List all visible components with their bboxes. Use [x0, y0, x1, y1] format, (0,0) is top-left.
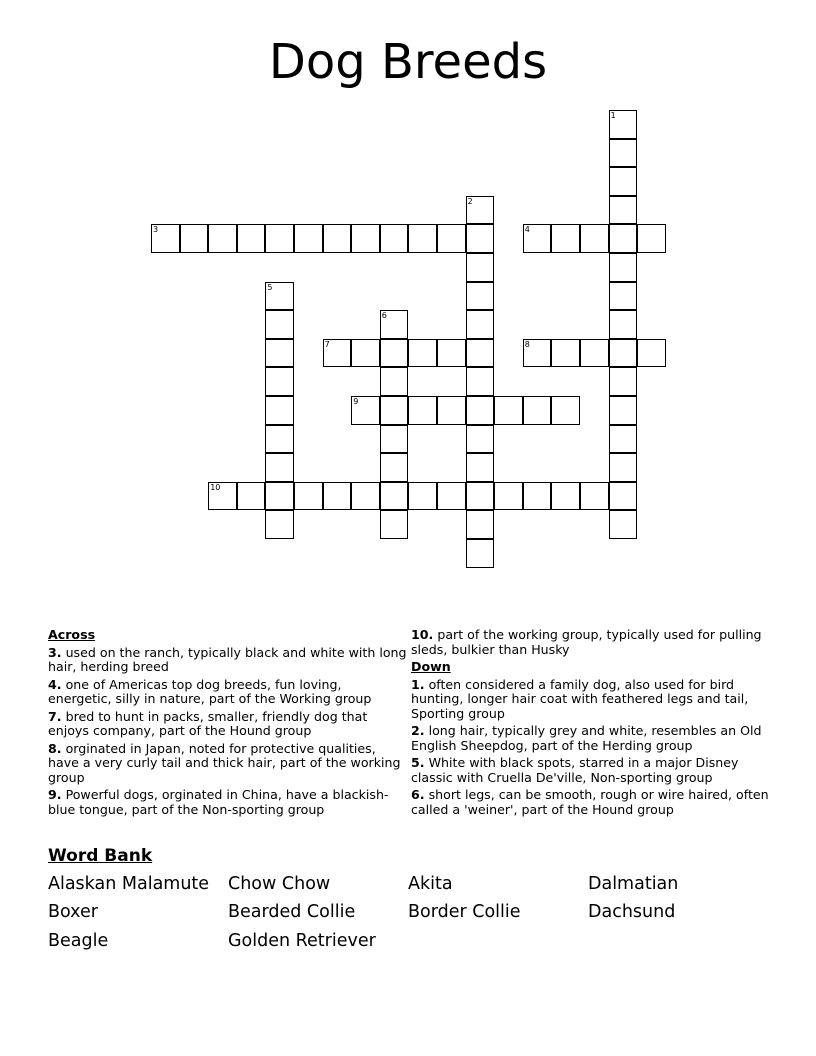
- clues-left-column: [48, 628, 408, 820]
- grid-cell[interactable]: [380, 482, 409, 511]
- cell-number: 5: [267, 282, 273, 292]
- clue-down-1: [411, 678, 781, 722]
- cell-number: 4: [524, 225, 530, 235]
- grid-cell[interactable]: [265, 224, 294, 253]
- grid-cell[interactable]: [380, 425, 409, 454]
- grid-cell[interactable]: [408, 396, 437, 425]
- grid-cell[interactable]: [294, 482, 323, 511]
- clue-across-7: [48, 710, 408, 739]
- grid-cell[interactable]: [523, 396, 552, 425]
- grid-cell[interactable]: [237, 224, 266, 253]
- clue-across-9: [48, 788, 408, 817]
- cell-number: 3: [153, 225, 159, 235]
- page-title: Dog Breeds: [268, 34, 548, 90]
- grid-cell[interactable]: [466, 224, 495, 253]
- grid-cell[interactable]: [609, 396, 638, 425]
- grid-cell[interactable]: [265, 396, 294, 425]
- grid-cell[interactable]: [437, 396, 466, 425]
- grid-cell[interactable]: [323, 224, 352, 253]
- clue-down-2: [411, 724, 781, 753]
- grid-cell[interactable]: [580, 224, 609, 253]
- grid-cell[interactable]: [466, 253, 495, 282]
- grid-cell[interactable]: [609, 339, 638, 368]
- word-bank-item: Golden Retriever: [228, 931, 376, 951]
- cell-number: 1: [610, 111, 616, 120]
- grid-cell[interactable]: [380, 453, 409, 482]
- word-bank-item: Dachsund: [588, 902, 676, 922]
- clue-number: 5.: [411, 755, 425, 770]
- grid-cell[interactable]: [609, 310, 638, 339]
- grid-cell[interactable]: [609, 196, 638, 225]
- clue-number: 2.: [411, 723, 425, 738]
- word-bank-item: Chow Chow: [228, 874, 331, 894]
- grid-cell[interactable]: [523, 482, 552, 511]
- clue-text: orginated in Japan, noted for protective qualities, have a very curly tail and thick hair, part of the working group: [48, 740, 401, 785]
- grid-cell[interactable]: [265, 453, 294, 482]
- grid-cell[interactable]: [466, 367, 495, 396]
- clue-across-10: [411, 628, 781, 657]
- clue-number: 10.: [411, 627, 434, 642]
- grid-cell[interactable]: [237, 482, 266, 511]
- grid-cell[interactable]: [466, 425, 495, 454]
- grid-cell[interactable]: [637, 224, 666, 253]
- grid-cell[interactable]: [265, 310, 294, 339]
- grid-cell[interactable]: [265, 510, 294, 539]
- grid-cell[interactable]: [523, 224, 552, 253]
- clue-across-8: [48, 742, 408, 786]
- across-heading: Across: [48, 627, 96, 642]
- grid-cell[interactable]: [351, 396, 380, 425]
- grid-cell[interactable]: [466, 539, 495, 568]
- clue-number: 3.: [48, 644, 62, 660]
- grid-cell[interactable]: [609, 167, 638, 196]
- grid-cell[interactable]: [494, 396, 523, 425]
- grid-cell[interactable]: [609, 282, 638, 311]
- grid-cell[interactable]: [437, 224, 466, 253]
- clue-text: used on the ranch, typically black and white with long hair, herding breed: [48, 644, 407, 674]
- grid-cell[interactable]: [351, 339, 380, 368]
- cell-number: 10: [210, 482, 221, 492]
- grid-cell[interactable]: [380, 510, 409, 539]
- grid-cell[interactable]: [180, 224, 209, 253]
- grid-cell[interactable]: [466, 482, 495, 511]
- grid-cell[interactable]: [380, 310, 409, 339]
- grid-cell[interactable]: [551, 339, 580, 368]
- grid-cell[interactable]: [609, 224, 638, 253]
- grid-cell[interactable]: [294, 224, 323, 253]
- grid-cell[interactable]: [380, 339, 409, 368]
- grid-cell[interactable]: [609, 453, 638, 482]
- word-bank-item: Akita: [408, 874, 453, 894]
- grid-cell[interactable]: [609, 367, 638, 396]
- word-bank-item: Bearded Collie: [228, 902, 356, 922]
- grid-cell[interactable]: [466, 510, 495, 539]
- word-bank-item: Alaskan Malamute: [48, 874, 210, 894]
- grid-cell[interactable]: [637, 339, 666, 368]
- grid-cell[interactable]: [208, 224, 237, 253]
- clue-number: 7.: [48, 708, 62, 724]
- clues-right-column: [411, 628, 781, 820]
- clue-across-4: [48, 678, 408, 707]
- grid-cell[interactable]: [609, 110, 638, 139]
- grid-cell[interactable]: [466, 453, 495, 482]
- grid-cell[interactable]: [408, 224, 437, 253]
- grid-cell[interactable]: [609, 139, 638, 168]
- grid-cell[interactable]: [351, 482, 380, 511]
- grid-cell[interactable]: [351, 224, 380, 253]
- grid-cell[interactable]: [265, 282, 294, 311]
- clue-number: 6.: [411, 787, 425, 802]
- grid-cell[interactable]: [466, 339, 495, 368]
- grid-cell[interactable]: [323, 482, 352, 511]
- grid-cell[interactable]: [609, 253, 638, 282]
- cell-number: 7: [324, 339, 330, 349]
- grid-cell[interactable]: [408, 339, 437, 368]
- clue-text: long hair, typically grey and white, resembles an Old English Sheepdog, part of the Herding group: [411, 723, 762, 753]
- grid-cell[interactable]: [580, 339, 609, 368]
- clue-text: bred to hunt in packs, smaller, friendly dog that enjoys company, part of the Hound group: [48, 708, 368, 738]
- word-bank-item: Boxer: [48, 902, 98, 922]
- word-bank-title: Word Bank: [48, 846, 153, 866]
- grid-cell[interactable]: [323, 339, 352, 368]
- grid-cell[interactable]: [380, 367, 409, 396]
- grid-cell[interactable]: [265, 367, 294, 396]
- word-bank-item: Beagle: [48, 931, 109, 951]
- grid-cell[interactable]: [580, 482, 609, 511]
- grid-cell[interactable]: [208, 482, 237, 511]
- clue-text: short legs, can be smooth, rough or wire haired, often called a 'weiner', part of the Hound group: [411, 787, 769, 817]
- clue-down-6: [411, 788, 781, 817]
- grid-cell[interactable]: [523, 339, 552, 368]
- clue-number: 8.: [48, 740, 62, 756]
- clue-text: one of Americas top dog breeds, fun loving, energetic, silly in nature, part of the Working group: [48, 676, 372, 706]
- grid-cell[interactable]: [265, 339, 294, 368]
- grid-cell[interactable]: [265, 425, 294, 454]
- grid-cell[interactable]: [466, 196, 495, 225]
- cell-number: 2: [467, 196, 473, 206]
- grid-cell[interactable]: [551, 482, 580, 511]
- grid-cell[interactable]: [380, 396, 409, 425]
- clue-text: Powerful dogs, orginated in China, have a blackish-blue tongue, part of the Non-sporting group: [48, 787, 389, 817]
- clue-down-5: [411, 756, 781, 785]
- clue-number: 1.: [411, 676, 425, 692]
- grid-cell[interactable]: [466, 396, 495, 425]
- clue-number: 4.: [48, 676, 62, 692]
- clue-text: part of the working group, typically used for pulling sleds, bulkier than Husky: [411, 627, 762, 657]
- cell-number: 8: [524, 339, 530, 349]
- grid-cell[interactable]: [408, 482, 437, 511]
- grid-cell[interactable]: [265, 482, 294, 511]
- cell-number: 6: [381, 311, 387, 321]
- grid-cell[interactable]: [466, 310, 495, 339]
- grid-cell[interactable]: [609, 482, 638, 511]
- grid-cell[interactable]: [437, 482, 466, 511]
- word-bank-item: Border Collie: [408, 902, 521, 922]
- cell-number: 9: [353, 397, 359, 406]
- grid-cell[interactable]: [151, 224, 180, 253]
- grid-cell[interactable]: [551, 396, 580, 425]
- grid-cell[interactable]: [609, 425, 638, 454]
- clue-text: often considered a family dog, also used for bird hunting, longer hair coat with feathered legs and tail, Sporting group: [411, 676, 749, 721]
- grid-cell[interactable]: [494, 482, 523, 511]
- grid-cell[interactable]: [551, 224, 580, 253]
- grid-cell[interactable]: [609, 510, 638, 539]
- clue-text: White with black spots, starred in a major Disney classic with Cruella De'ville, Non-sporting group: [411, 755, 739, 785]
- clue-number: 9.: [48, 787, 62, 802]
- down-heading: Down: [411, 659, 451, 674]
- grid-cell[interactable]: [380, 224, 409, 253]
- grid-cell[interactable]: [437, 339, 466, 368]
- grid-cell[interactable]: [466, 282, 495, 311]
- clue-across-3: [48, 646, 408, 675]
- word-bank-item: Dalmatian: [588, 874, 679, 894]
